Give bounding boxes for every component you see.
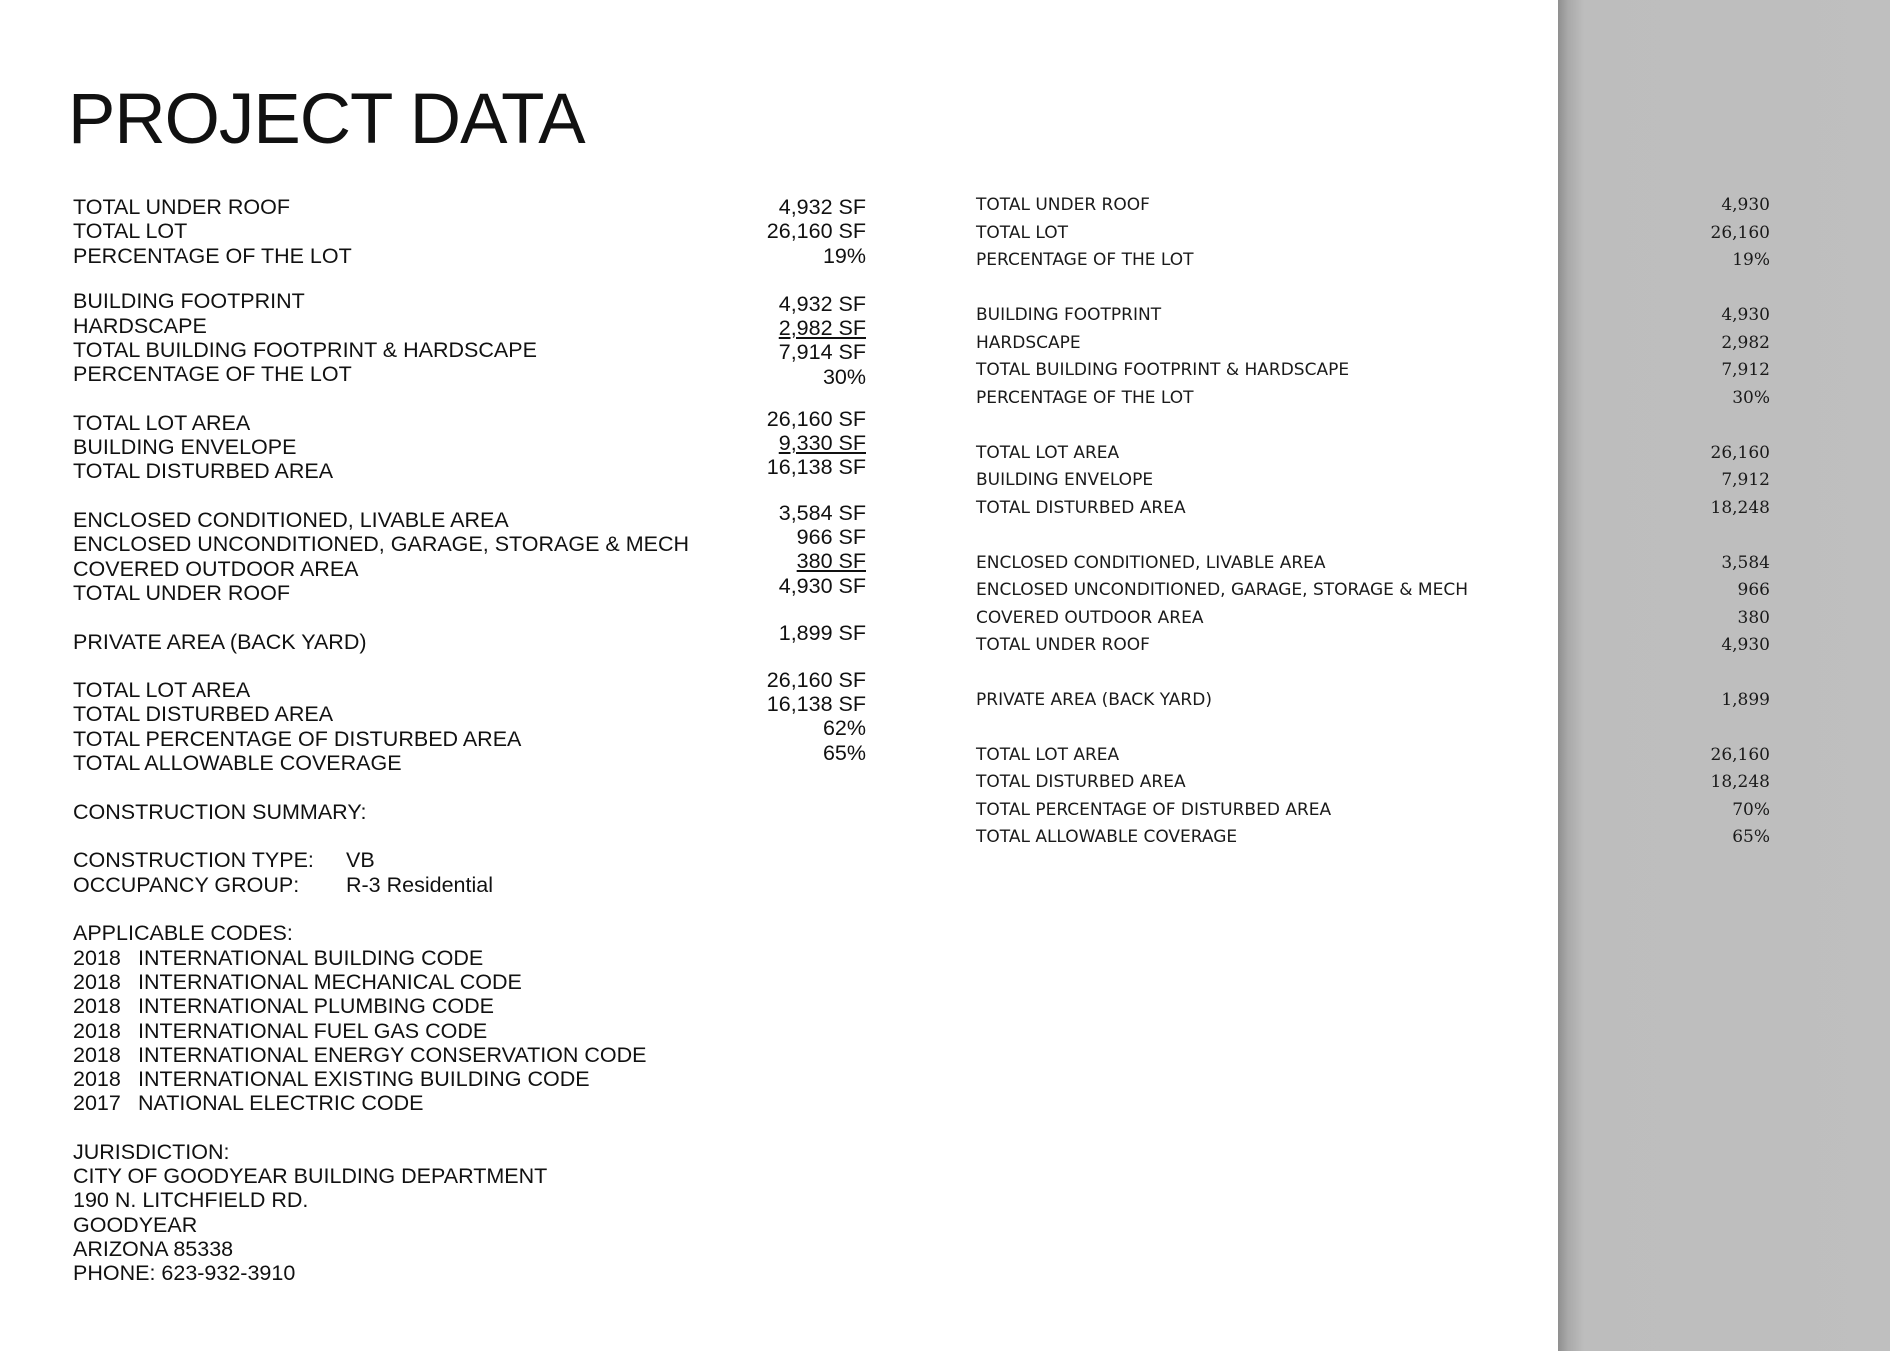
right-g1-label-3: PERCENTAGE OF THE LOT (976, 250, 1194, 270)
right-g6-value-2: 18,248 (1710, 772, 1770, 792)
jurisdiction-department: CITY OF GOODYEAR BUILDING DEPARTMENT (73, 1164, 548, 1188)
left-g3-value-3: 16,138 SF (766, 455, 866, 479)
jurisdiction-heading: JURISDICTION: (73, 1140, 230, 1164)
left-g4-value-2: 966 SF (796, 525, 866, 549)
left-g1-label-3: PERCENTAGE OF THE LOT (73, 244, 352, 268)
left-g6-value-4: 65% (822, 741, 866, 765)
code-name: INTERNATIONAL PLUMBING CODE (138, 994, 494, 1018)
applicable-codes-heading: APPLICABLE CODES: (73, 921, 293, 945)
left-g2-value-2: 2,982 SF (778, 316, 866, 340)
left-g5-label-1: PRIVATE AREA (BACK YARD) (73, 630, 367, 654)
left-g4-value-1: 3,584 SF (778, 501, 866, 525)
right-g4-value-4: 4,930 (1721, 635, 1770, 655)
left-g2-label-2: HARDSCAPE (73, 314, 207, 338)
right-g4-label-3: COVERED OUTDOOR AREA (976, 608, 1204, 628)
left-g2-label-1: BUILDING FOOTPRINT (73, 289, 305, 313)
left-g6-value-3: 62% (822, 716, 866, 740)
left-g2-label-3: TOTAL BUILDING FOOTPRINT & HARDSCAPE (73, 338, 537, 362)
jurisdiction-city: GOODYEAR (73, 1213, 198, 1237)
right-g6-value-4: 65% (1732, 827, 1770, 847)
right-g3-value-1: 26,160 (1710, 443, 1770, 463)
right-g6-label-2: TOTAL DISTURBED AREA (976, 772, 1186, 792)
left-g4-label-1: ENCLOSED CONDITIONED, LIVABLE AREA (73, 508, 509, 532)
left-g4-value-3: 380 SF (796, 549, 866, 573)
left-g5-value-1: 1,899 SF (778, 621, 866, 645)
right-g5-label-1: PRIVATE AREA (BACK YARD) (976, 690, 1212, 710)
code-name: INTERNATIONAL FUEL GAS CODE (138, 1019, 488, 1043)
right-g1-label-1: TOTAL UNDER ROOF (976, 195, 1150, 215)
left-g1-value-2: 26,160 SF (766, 219, 866, 243)
occupancy-group-label: OCCUPANCY GROUP: (73, 873, 300, 897)
code-year: 2017 (73, 1091, 121, 1115)
left-g2-label-4: PERCENTAGE OF THE LOT (73, 362, 352, 386)
code-name: INTERNATIONAL BUILDING CODE (138, 946, 484, 970)
right-g4-label-1: ENCLOSED CONDITIONED, LIVABLE AREA (976, 553, 1326, 573)
construction-type-value: VB (346, 848, 375, 872)
right-g2-label-4: PERCENTAGE OF THE LOT (976, 388, 1194, 408)
right-g3-label-2: BUILDING ENVELOPE (976, 470, 1154, 490)
right-g1-value-1: 4,930 (1721, 195, 1770, 215)
code-name: INTERNATIONAL MECHANICAL CODE (138, 970, 522, 994)
left-g3-value-2: 9,330 SF (778, 431, 866, 455)
left-g6-value-2: 16,138 SF (766, 692, 866, 716)
left-g3-value-1: 26,160 SF (766, 407, 866, 431)
left-g2-value-1: 4,932 SF (778, 292, 866, 316)
right-g2-value-4: 30% (1732, 388, 1770, 408)
left-g2-value-3: 7,914 SF (778, 340, 866, 364)
right-g3-label-1: TOTAL LOT AREA (976, 443, 1120, 463)
left-g3-label-2: BUILDING ENVELOPE (73, 435, 297, 459)
right-g6-value-3: 70% (1732, 800, 1770, 820)
right-g2-value-3: 7,912 (1721, 360, 1770, 380)
left-g6-label-2: TOTAL DISTURBED AREA (73, 702, 334, 726)
right-g4-value-2: 966 (1737, 580, 1770, 600)
code-name: NATIONAL ELECTRIC CODE (138, 1091, 424, 1115)
left-g4-value-4: 4,930 SF (778, 574, 866, 598)
left-g3-label-1: TOTAL LOT AREA (73, 411, 251, 435)
occupancy-group-value: R-3 Residential (346, 873, 493, 897)
code-name: INTERNATIONAL EXISTING BUILDING CODE (138, 1067, 590, 1091)
code-year: 2018 (73, 1043, 121, 1067)
right-g6-label-4: TOTAL ALLOWABLE COVERAGE (976, 827, 1238, 847)
page-title: PROJECT DATA (68, 80, 585, 159)
jurisdiction-address: 190 N. LITCHFIELD RD. (73, 1188, 309, 1212)
right-g4-value-3: 380 (1737, 608, 1770, 628)
right-g3-label-3: TOTAL DISTURBED AREA (976, 498, 1186, 518)
construction-summary-heading: CONSTRUCTION SUMMARY: (73, 800, 367, 824)
left-g6-label-4: TOTAL ALLOWABLE COVERAGE (73, 751, 402, 775)
jurisdiction-phone: PHONE: 623-932-3910 (73, 1261, 296, 1285)
jurisdiction-state-zip: ARIZONA 85338 (73, 1237, 234, 1261)
code-year: 2018 (73, 1019, 121, 1043)
left-g1-value-1: 4,932 SF (778, 195, 866, 219)
construction-type-label: CONSTRUCTION TYPE: (73, 848, 314, 872)
right-g2-label-2: HARDSCAPE (976, 333, 1081, 353)
right-g6-label-1: TOTAL LOT AREA (976, 745, 1120, 765)
right-g4-value-1: 3,584 (1721, 553, 1770, 573)
right-g5-value-1: 1,899 (1721, 690, 1770, 710)
left-g2-value-4: 30% (822, 365, 866, 389)
code-name: INTERNATIONAL ENERGY CONSERVATION CODE (138, 1043, 647, 1067)
code-year: 2018 (73, 994, 121, 1018)
right-g1-value-2: 26,160 (1710, 223, 1770, 243)
code-year: 2018 (73, 1067, 121, 1091)
left-g4-label-4: TOTAL UNDER ROOF (73, 581, 291, 605)
right-g3-value-2: 7,912 (1721, 470, 1770, 490)
right-g2-value-1: 4,930 (1721, 305, 1770, 325)
right-g2-label-3: TOTAL BUILDING FOOTPRINT & HARDSCAPE (976, 360, 1350, 380)
left-g6-value-1: 26,160 SF (766, 668, 866, 692)
left-g1-label-2: TOTAL LOT (73, 219, 188, 243)
left-g4-label-2: ENCLOSED UNCONDITIONED, GARAGE, STORAGE & MECH (73, 532, 690, 556)
right-g3-value-3: 18,248 (1710, 498, 1770, 518)
right-g2-value-2: 2,982 (1721, 333, 1770, 353)
left-g6-label-3: TOTAL PERCENTAGE OF DISTURBED AREA (73, 727, 522, 751)
left-g1-label-1: TOTAL UNDER ROOF (73, 195, 291, 219)
right-g2-label-1: BUILDING FOOTPRINT (976, 305, 1162, 325)
right-g6-value-1: 26,160 (1710, 745, 1770, 765)
left-g1-value-3: 19% (822, 244, 866, 268)
right-g4-label-4: TOTAL UNDER ROOF (976, 635, 1150, 655)
left-g3-label-3: TOTAL DISTURBED AREA (73, 459, 334, 483)
code-year: 2018 (73, 970, 121, 994)
right-g1-value-3: 19% (1732, 250, 1770, 270)
right-g4-label-2: ENCLOSED UNCONDITIONED, GARAGE, STORAGE & MECH (976, 580, 1468, 600)
left-g4-label-3: COVERED OUTDOOR AREA (73, 557, 359, 581)
right-g6-label-3: TOTAL PERCENTAGE OF DISTURBED AREA (976, 800, 1332, 820)
right-g1-label-2: TOTAL LOT (976, 223, 1068, 243)
code-year: 2018 (73, 946, 121, 970)
left-g6-label-1: TOTAL LOT AREA (73, 678, 251, 702)
